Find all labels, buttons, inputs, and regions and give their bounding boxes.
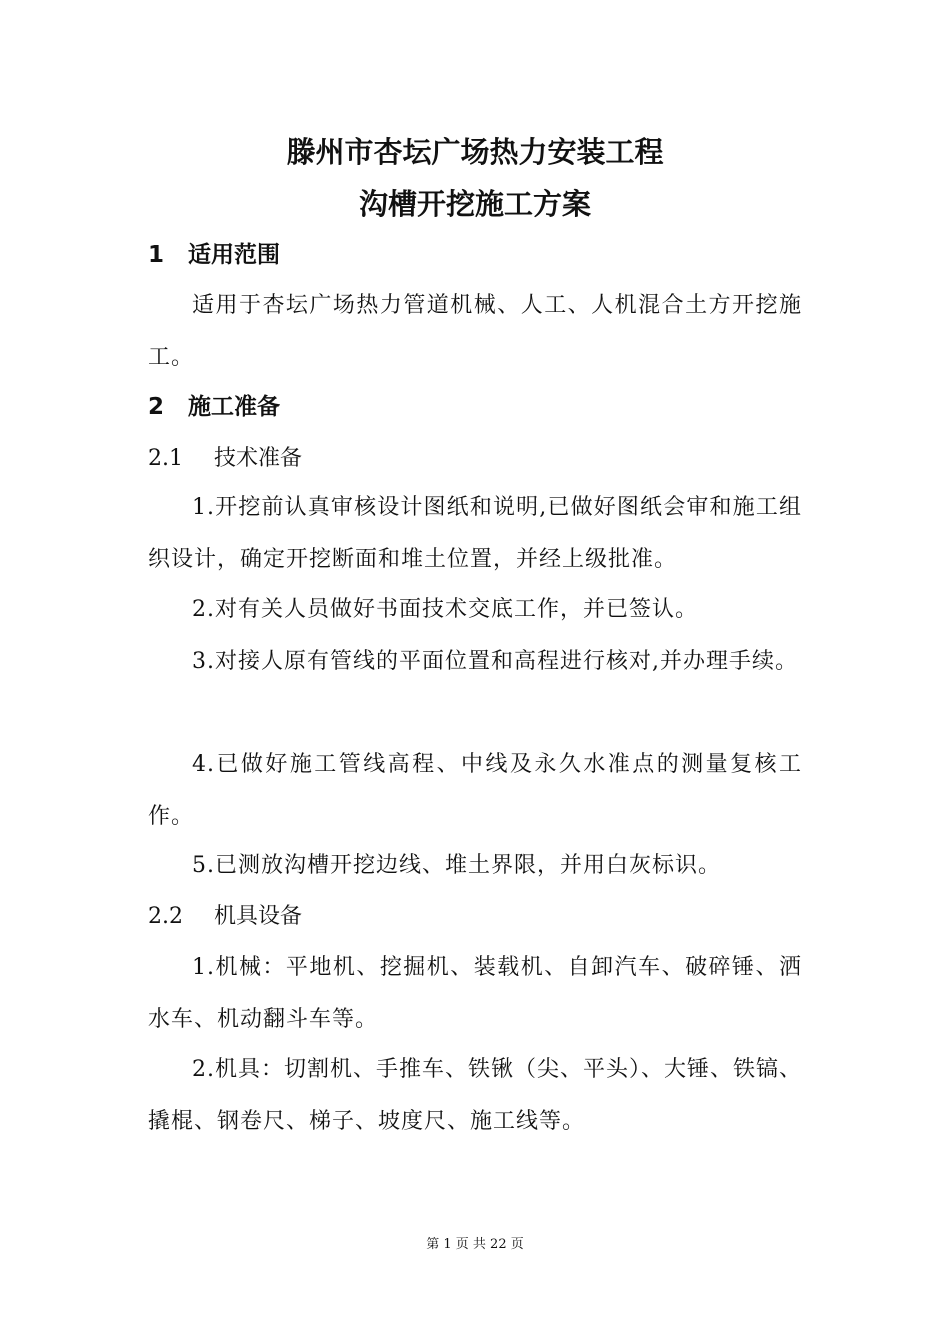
section-1-number: 1 — [148, 242, 165, 268]
section-1-paragraph: 适用于杏坛广场热力管道机械、人工、人机混合土方开挖施工。 — [148, 293, 802, 370]
document-title: 滕州市杏坛广场热力安装工程 — [286, 135, 664, 169]
section-2-number: 2 — [148, 394, 165, 420]
section-2-title: 施工准备 — [188, 394, 280, 420]
subsection-2-1-title: 技术准备 — [214, 446, 303, 471]
subsection-2-2-heading — [148, 902, 302, 932]
list-item: 3.对接人原有管线的平面位置和高程进行核对,并办理手续。 — [192, 649, 798, 674]
list-item: 5.已测放沟槽开挖边线、堆土界限，并用白灰标识。 — [192, 853, 721, 878]
subsection-2-2-title: 机具设备 — [214, 904, 303, 929]
document-subtitle: 沟槽开挖施工方案 — [358, 187, 591, 221]
list-item: 4.已做好施工管线高程、中线及永久水准点的测量复核工作。 — [148, 752, 802, 829]
page-footer: 第 1 页 共 22 页 — [426, 1237, 524, 1252]
list-item: 2.机具：切割机、手推车、铁锹（尖、平头）、大锤、铁镐、撬棍、钢卷尺、梯子、坡度尺、施工线等。 — [148, 1057, 802, 1134]
section-1-heading — [148, 240, 280, 270]
list-item: 2.对有关人员做好书面技术交底工作，并已签认。 — [192, 597, 698, 622]
subsection-2-1-heading — [148, 444, 302, 474]
subsection-2-2-number: 2.2 — [148, 904, 183, 929]
section-1-title: 适用范围 — [188, 242, 280, 268]
subsection-2-1-number: 2.1 — [148, 446, 183, 471]
list-item: 1.机械：平地机、挖掘机、装载机、自卸汽车、破碎锤、洒水车、机动翻斗车等。 — [148, 955, 802, 1032]
list-item: 1.开挖前认真审核设计图纸和说明,已做好图纸会审和施工组织设计，确定开挖断面和堆土位置，并经上级批准。 — [148, 495, 802, 572]
section-2-heading — [148, 392, 280, 422]
